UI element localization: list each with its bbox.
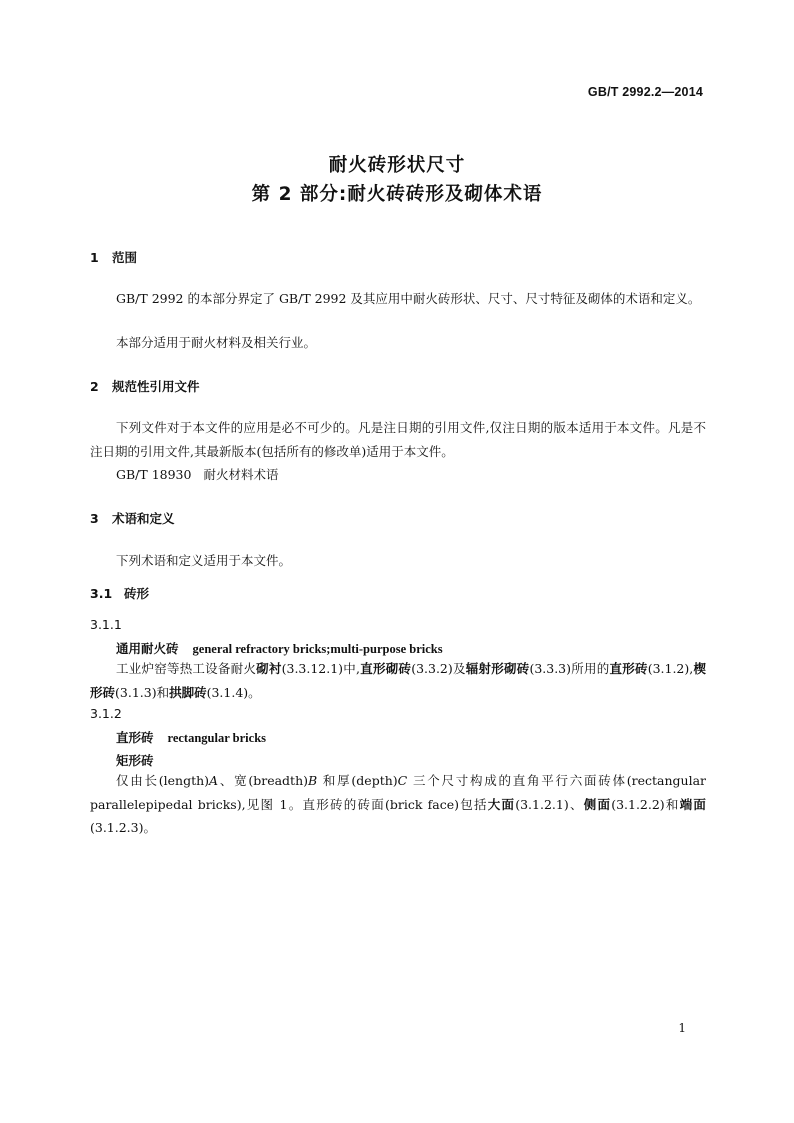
term-3-1-1-definition	[90, 657, 706, 704]
def-text: (3.3.12.1)中,	[281, 661, 360, 676]
term-3-1-2-definition	[90, 769, 706, 840]
def-text: (3.1.4)。	[206, 684, 261, 700]
def-text: (3.1.2.1)、	[515, 796, 584, 812]
term-3-1-2-title	[116, 728, 266, 746]
def-text: (3.1.2.2)和	[611, 796, 680, 812]
doc-title-line2: 第 2 部分:耐火砖砖形及砌体术语	[251, 184, 543, 205]
term-english: rectangular bricks	[167, 731, 267, 745]
ref-term: 辐射形砌砖	[465, 661, 530, 676]
reference-title: 耐火材料术语	[203, 467, 279, 482]
def-text: 、宽(breadth)	[218, 773, 308, 788]
def-text: (3.1.2.3)。	[90, 820, 156, 835]
def-text: 三个尺寸构成的直角平行六面砖体(rectangular parallelepipedal bricks),见图 1。直形砖的砖面(brick face)包括	[90, 773, 707, 812]
section-number: 1	[90, 250, 99, 265]
subsection-3-1-heading	[90, 584, 149, 602]
section-1-paragraph-2: 本部分适用于耐火材料及相关行业。	[116, 335, 317, 350]
section-number: 2	[90, 379, 99, 394]
def-text: 和厚(depth)	[317, 773, 398, 788]
section-1-heading	[90, 248, 137, 266]
standard-code: GB/T 2992.2—2014	[587, 85, 703, 99]
def-text: (3.3.2)及	[411, 661, 466, 676]
ref-term: 拱脚砖	[169, 684, 207, 700]
section-1-paragraph-1: GB/T 2992 的本部分界定了 GB/T 2992 及其应用中耐火砖形状、尺寸、尺寸特征及砌体的术语和定义。	[116, 291, 701, 306]
section-2-heading	[90, 377, 200, 395]
def-text: 仅由长(length)	[116, 773, 210, 788]
term-chinese: 直形砖	[116, 730, 154, 745]
ref-term: 直形砌砖	[360, 661, 412, 676]
ref-term: 端面	[679, 796, 706, 812]
section-title: 规范性引用文件	[112, 379, 200, 394]
ref-term: 直形砖	[609, 661, 648, 676]
dim-symbol: B	[308, 773, 318, 788]
def-text: (3.3.3)所用的	[529, 661, 610, 676]
section-title: 术语和定义	[112, 511, 175, 526]
section-2-paragraph-1: 下列文件对于本文件的应用是必不可少的。凡是注日期的引用文件,仅注日期的版本适用于本文件。凡是不注日期的引用文件,其最新版本(包括所有的修改单)适用于本文件。	[90, 420, 706, 459]
def-text: 工业炉窑等热工设备耐火	[116, 661, 257, 676]
term-3-1-1-title	[116, 639, 443, 657]
section-number: 3.1	[90, 586, 113, 601]
section-number: 3	[90, 511, 99, 526]
normative-reference	[116, 465, 278, 483]
term-3-1-2-number: 3.1.2	[90, 706, 122, 721]
section-title: 范围	[112, 250, 138, 265]
term-3-1-2-alt-term: 矩形砖	[116, 753, 154, 768]
def-text: (3.1.3)和	[115, 684, 170, 700]
doc-title-line1: 耐火砖形状尺寸	[328, 155, 466, 176]
section-title: 砖形	[124, 586, 150, 601]
section-3-paragraph-1: 下列术语和定义适用于本文件。	[116, 553, 292, 568]
def-text: (3.1.2),	[647, 661, 694, 676]
dim-symbol: C	[397, 773, 408, 788]
ref-term: 楔形砖	[90, 661, 706, 700]
ref-term: 大面	[487, 796, 516, 812]
section-3-heading	[90, 509, 175, 527]
dim-symbol: A	[209, 773, 219, 788]
reference-code: GB/T 18930	[116, 467, 192, 482]
term-english: general refractory bricks;multi-purpose bricks	[192, 642, 443, 656]
ref-term: 侧面	[583, 796, 612, 812]
ref-term: 砌衬	[256, 661, 282, 676]
term-chinese: 通用耐火砖	[116, 641, 179, 656]
term-3-1-1-number: 3.1.1	[90, 617, 122, 632]
page-number: 1	[678, 1021, 686, 1035]
